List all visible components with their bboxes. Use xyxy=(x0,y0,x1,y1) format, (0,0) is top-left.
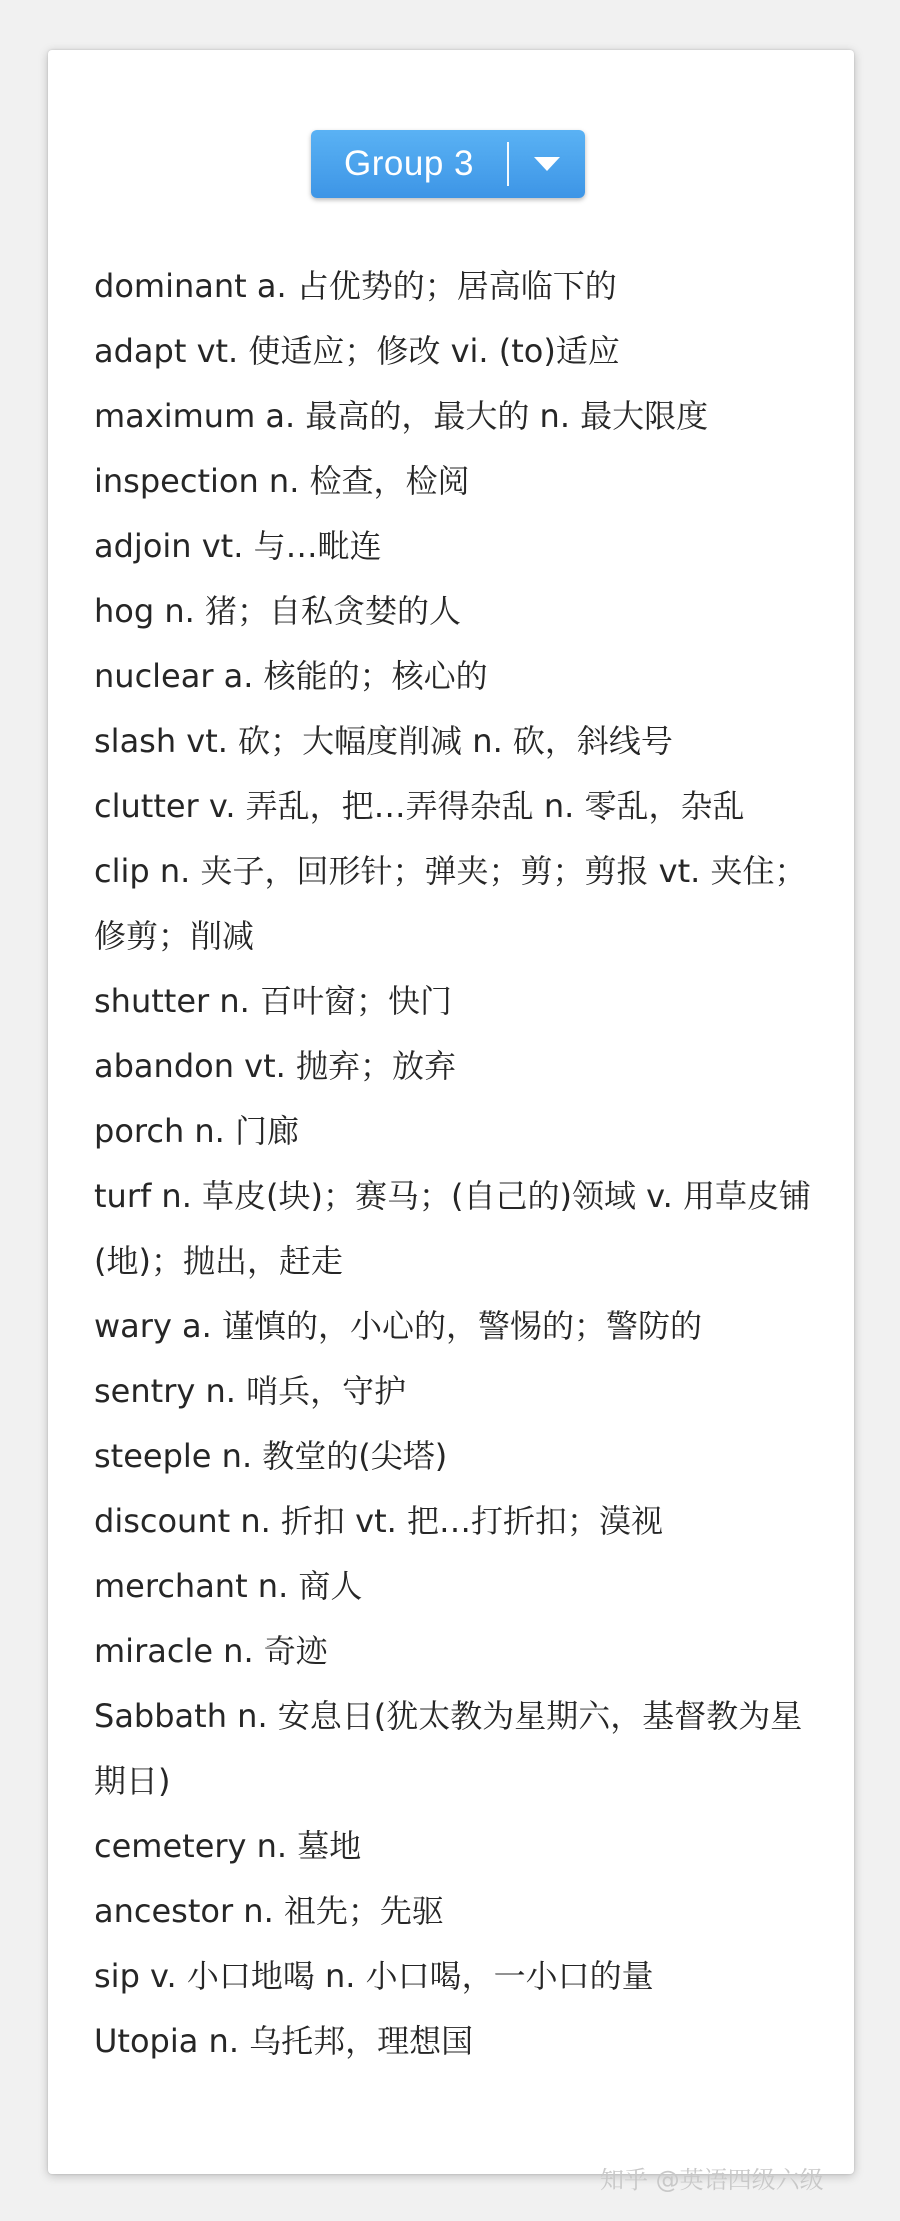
group-divider xyxy=(507,142,509,186)
word-entry: ancestor n. 祖先；先驱 xyxy=(94,1892,444,1930)
word-list xyxy=(94,254,824,2074)
word-entry: merchant n. 商人 xyxy=(94,1567,363,1605)
word-entry: steeple n. 教堂的(尖塔) xyxy=(94,1437,448,1475)
word-entry: clutter v. 弄乱，把…弄得杂乱 n. 零乱，杂乱 xyxy=(94,787,745,825)
word-entry: discount n. 折扣 vt. 把…打折扣；漠视 xyxy=(94,1502,663,1540)
word-entry: inspection n. 检查，检阅 xyxy=(94,462,470,500)
word-entry: miracle n. 奇迹 xyxy=(94,1632,328,1670)
vocabulary-card xyxy=(48,50,854,2174)
word-entry: shutter n. 百叶窗；快门 xyxy=(94,982,452,1020)
word-entry: porch n. 门廊 xyxy=(94,1112,300,1150)
word-entry: wary a. 谨慎的，小心的，警惕的；警防的 xyxy=(94,1307,703,1345)
watermark: 知乎 @英语四级六级 xyxy=(600,2166,824,2194)
word-entry: abandon vt. 抛弃；放弃 xyxy=(94,1047,456,1085)
word-entry: clip n. 夹子，回形针；弹夹；剪；剪报 vt. 夹住；修剪；削减 xyxy=(94,852,807,955)
word-entry: adjoin vt. 与…毗连 xyxy=(94,527,382,565)
word-entry: Utopia n. 乌托邦，理想国 xyxy=(94,2022,474,2060)
word-entry: sentry n. 哨兵，守护 xyxy=(94,1372,407,1410)
word-entry: Sabbath n. 安息日(犹太教为星期六，基督教为星期日) xyxy=(94,1697,803,1800)
word-entry: adapt vt. 使适应；修改 vi. (to)适应 xyxy=(94,332,620,370)
word-entry: dominant a. 占优势的；居高临下的 xyxy=(94,267,617,305)
word-entry: cemetery n. 墓地 xyxy=(94,1827,362,1865)
word-entry: slash vt. 砍；大幅度削减 n. 砍，斜线号 xyxy=(94,722,673,760)
word-entry: hog n. 猪；自私贪婪的人 xyxy=(94,592,461,630)
word-entry: maximum a. 最高的，最大的 n. 最大限度 xyxy=(94,397,709,435)
word-entry: turf n. 草皮(块)；赛马；(自己的)领域 v. 用草皮铺(地)；抛出，赶走 xyxy=(94,1177,811,1280)
group-selector[interactable] xyxy=(311,130,585,198)
caret-down-icon[interactable] xyxy=(509,154,585,174)
group-label: Group 3 xyxy=(344,144,474,183)
word-entry: sip v. 小口地喝 n. 小口喝，一小口的量 xyxy=(94,1957,654,1995)
word-entry: nuclear a. 核能的；核心的 xyxy=(94,657,488,695)
